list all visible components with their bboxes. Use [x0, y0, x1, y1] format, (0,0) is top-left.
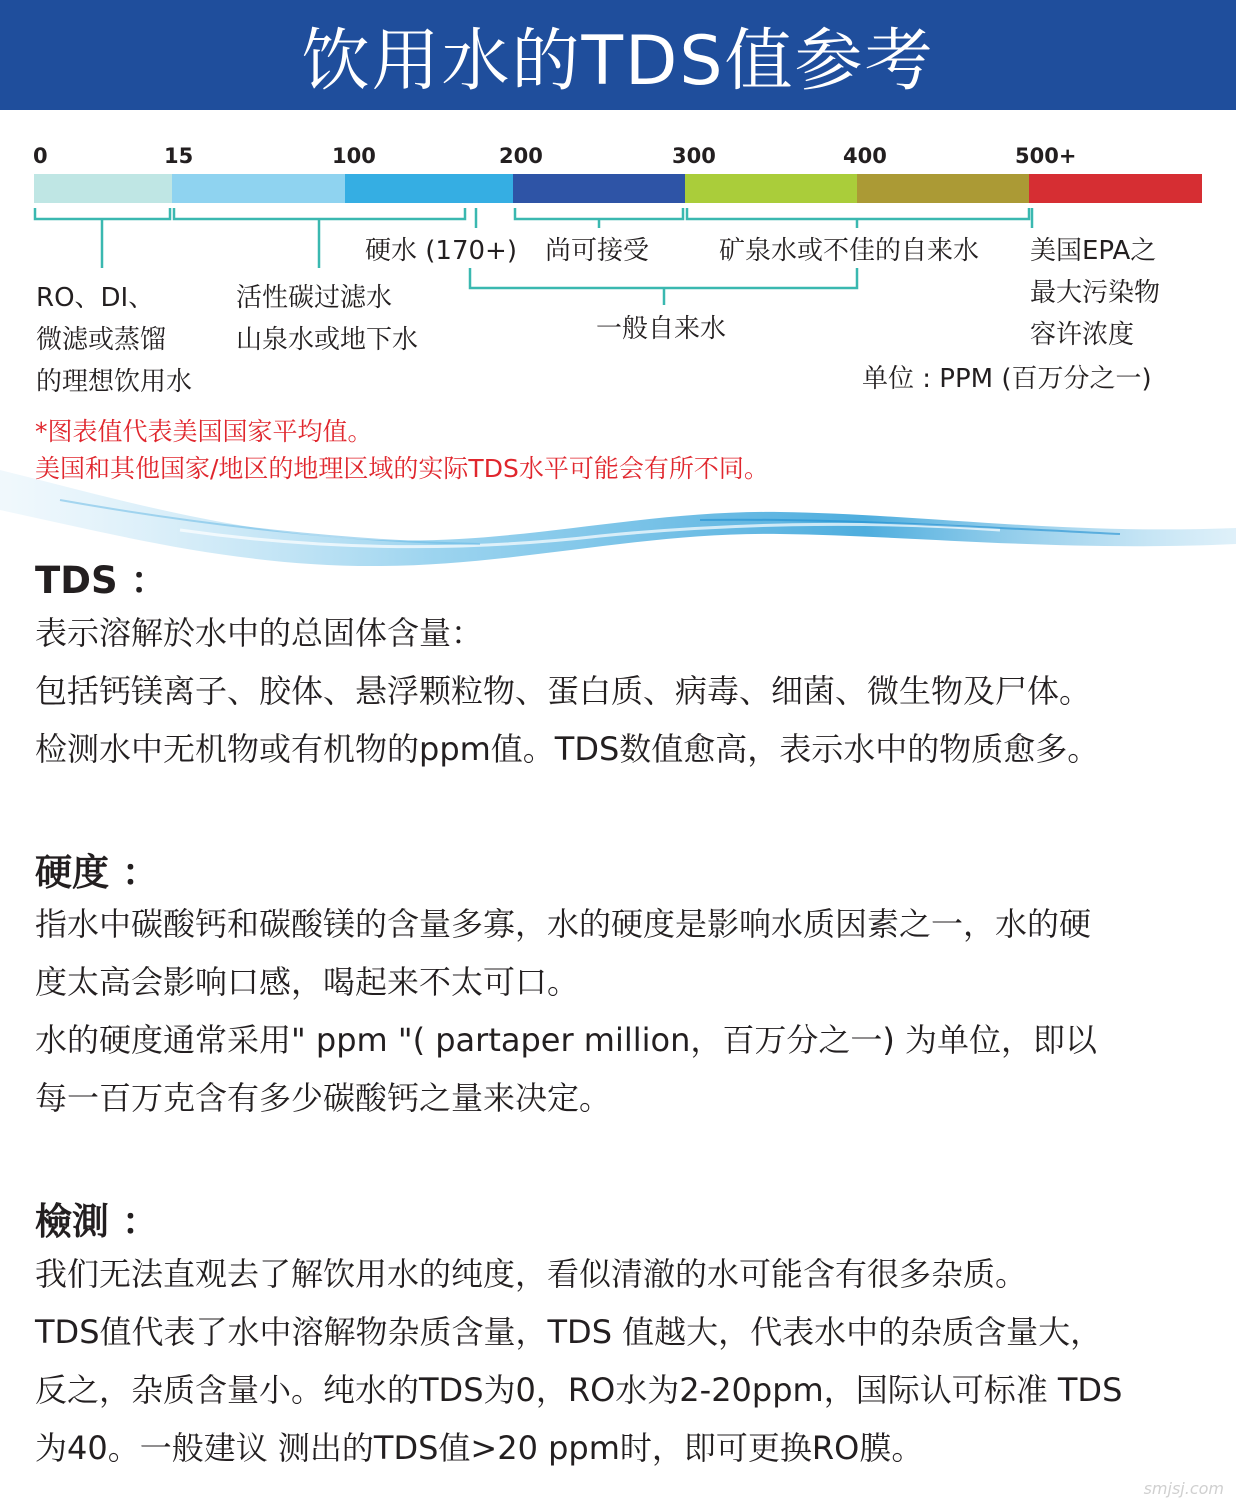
note-regional: 美国和其他国家/地区的地理区域的实际TDS水平可能会有所不同。 [35, 454, 769, 483]
section-title-hardness: 硬度 ： [35, 851, 159, 894]
water-splash-image [0, 440, 1236, 590]
label-mineral: 矿泉水或不佳的自来水 [719, 236, 980, 266]
note-average: *图表值代表美国国家平均值。 [35, 417, 373, 446]
label-epa: 美国EPA之 最大污染物 容许浓度 [1030, 236, 1161, 350]
label-hard-water: 硬水 (170+) [365, 236, 517, 266]
label-ro: RO、DI、 微滤或蒸馏 的理想饮用水 [36, 283, 193, 397]
tick-label-300: 300 [672, 144, 716, 168]
tick-label-200: 200 [499, 144, 543, 168]
tick-label-100: 100 [332, 144, 376, 168]
page-title: 饮用水的TDS值参考 [301, 21, 935, 101]
section-title-tds: TDS ： [35, 559, 168, 602]
tick-label-400: 400 [843, 144, 887, 168]
section-body-testing: 我们无法直观去了解饮用水的纯度，看似清澈的水可能含有很多杂质。 TDS值代表了水中溶解物杂质含量，TDS 值越大，代表水中的杂质含量大， 反之，杂质含量小。纯水的TDS为0，RO水为2-20ppm，国际认可标准 TDS 为40。一般建议 测出的TDS值>20 ppm时，即可更换RO膜。 [35, 1255, 1123, 1467]
watermark: smjsj.com [1143, 1479, 1224, 1498]
label-acceptable: 尚可接受 [545, 236, 650, 266]
bracket-ro [35, 208, 170, 268]
bracket-acceptable [515, 208, 683, 228]
section-title-testing: 檢測 ： [35, 1200, 159, 1243]
tick-label-15: 15 [164, 144, 194, 168]
label-carbon: 活性碳过滤水 山泉水或地下水 [236, 283, 419, 355]
bracket-tap [470, 268, 857, 305]
label-tap-water: 一般自来水 [596, 314, 727, 344]
tick-label-500: 500+ [1015, 144, 1077, 168]
section-body-hardness: 指水中碳酸钙和碳酸镁的含量多寡，水的硬度是影响水质因素之一，水的硬 度太高会影响口感，喝起来不太可口。 水的硬度通常采用" ppm "( partaper million，百万分之一) 为单位，即以 每一百万克含有多少碳酸钙之量来决定。 [35, 905, 1098, 1117]
bracket-mineral [687, 208, 1029, 228]
section-body-tds: 表示溶解於水中的总固体含量： 包括钙镁离子、胶体、悬浮颗粒物、蛋白质、病毒、细菌、微生物及尸体。 检测水中无机物或有机物的ppm值。TDS数值愈高，表示水中的物质愈多。 [35, 614, 1100, 768]
tick-label-0: 0 [33, 144, 48, 168]
label-unit: 单位 : PPM (百万分之一) [862, 364, 1152, 394]
